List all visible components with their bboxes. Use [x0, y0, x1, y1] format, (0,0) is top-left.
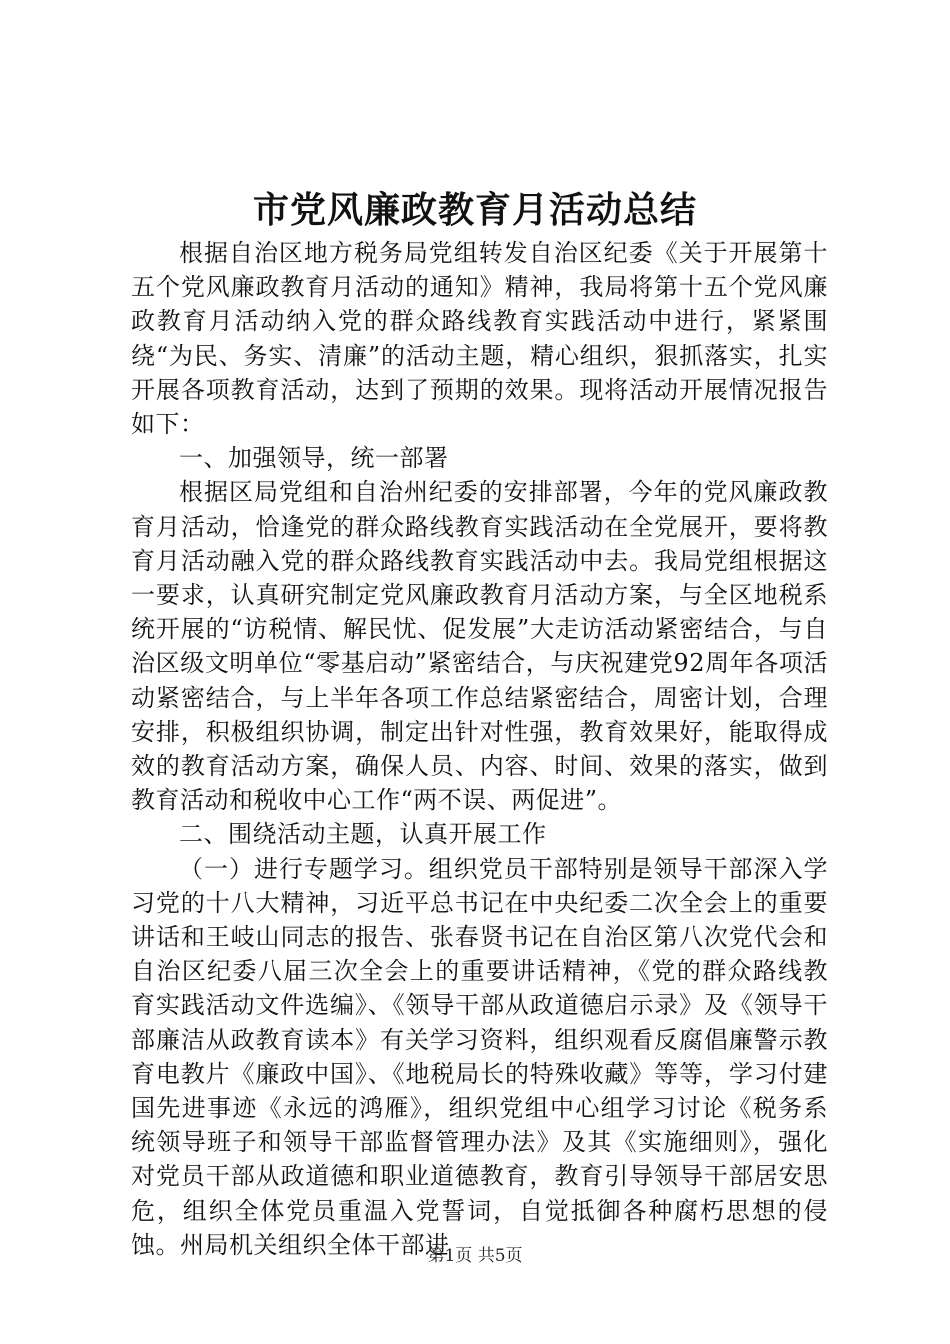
document-title: 市党风廉政教育月活动总结 — [252, 189, 697, 231]
page-footer: 第1页 共5页 — [427, 1246, 523, 1266]
section-1-paragraph: 根据区局党组和自治州纪委的安排部署，今年的党风廉政教育月活动，恰逢党的群众路线教育实践活动在全党展开，要将教育月活动融入党的群众路线教育实践活动中去。我局党组根据这一要求，认真研究制定党风廉政教育月活动方案，与全区地税系统开展的“访税情、解民忧、促发展”大走访活动紧密结合，与自治区级文明单位“零基启动”紧密结合，与庆祝建党92周年各项活动紧密结合，与上半年各项工作总结紧密结合，周密计划，合理安排，积极组织协调，制定出针对性强，教育效果好，能取得成效的教育活动方案，确保人员、内容、时间、效果的落实，做到教育活动和税收中心工作“两不误、两促进”。 — [131, 478, 828, 815]
section-heading-2: 二、围绕活动主题，认真开展工作 — [179, 820, 547, 849]
document-body — [131, 236, 828, 1262]
intro-paragraph: 根据自治区地方税务局党组转发自治区纪委《关于开展第十五个党风廉政教育月活动的通知》精神，我局将第十五个党风廉政教育月活动纳入党的群众路线教育实践活动中进行，紧紧围绕“为民、务实、清廉”的活动主题，精心组织，狠抓落实，扎实开展各项教育活动，达到了预期的效果。现将活动开展情况报告如下： — [131, 239, 828, 439]
section-2-paragraph: （一）进行专题学习。组织党员干部特别是领导干部深入学习党的十八大精神，习近平总书记在中央纪委二次全会上的重要讲话和王岐山同志的报告、张春贤书记在自治区第八次党代会和自治区纪委八届三次全会上的重要讲话精神，《党的群众路线教育实践活动文件选编》、《领导干部从政道德启示录》及《领导干部廉洁从政教育读本》有关学习资料，组织观看反腐倡廉警示教育电教片《廉政中国》、《地税局长的特殊收藏》等等，学习付建国先进事迹《永远的鸿雁》，组织党组中心组学习讨论《税务系统领导班子和领导干部监督管理办法》及其《实施细则》，强化对党员干部从政道德和职业道德教育，教育引导领导干部居安思危，组织全体党员重温入党誓词，自觉抵御各种腐朽思想的侵蚀。州局机关组织全体干部进 — [131, 854, 828, 1259]
section-heading-1: 一、加强领导，统一部署 — [179, 444, 449, 473]
